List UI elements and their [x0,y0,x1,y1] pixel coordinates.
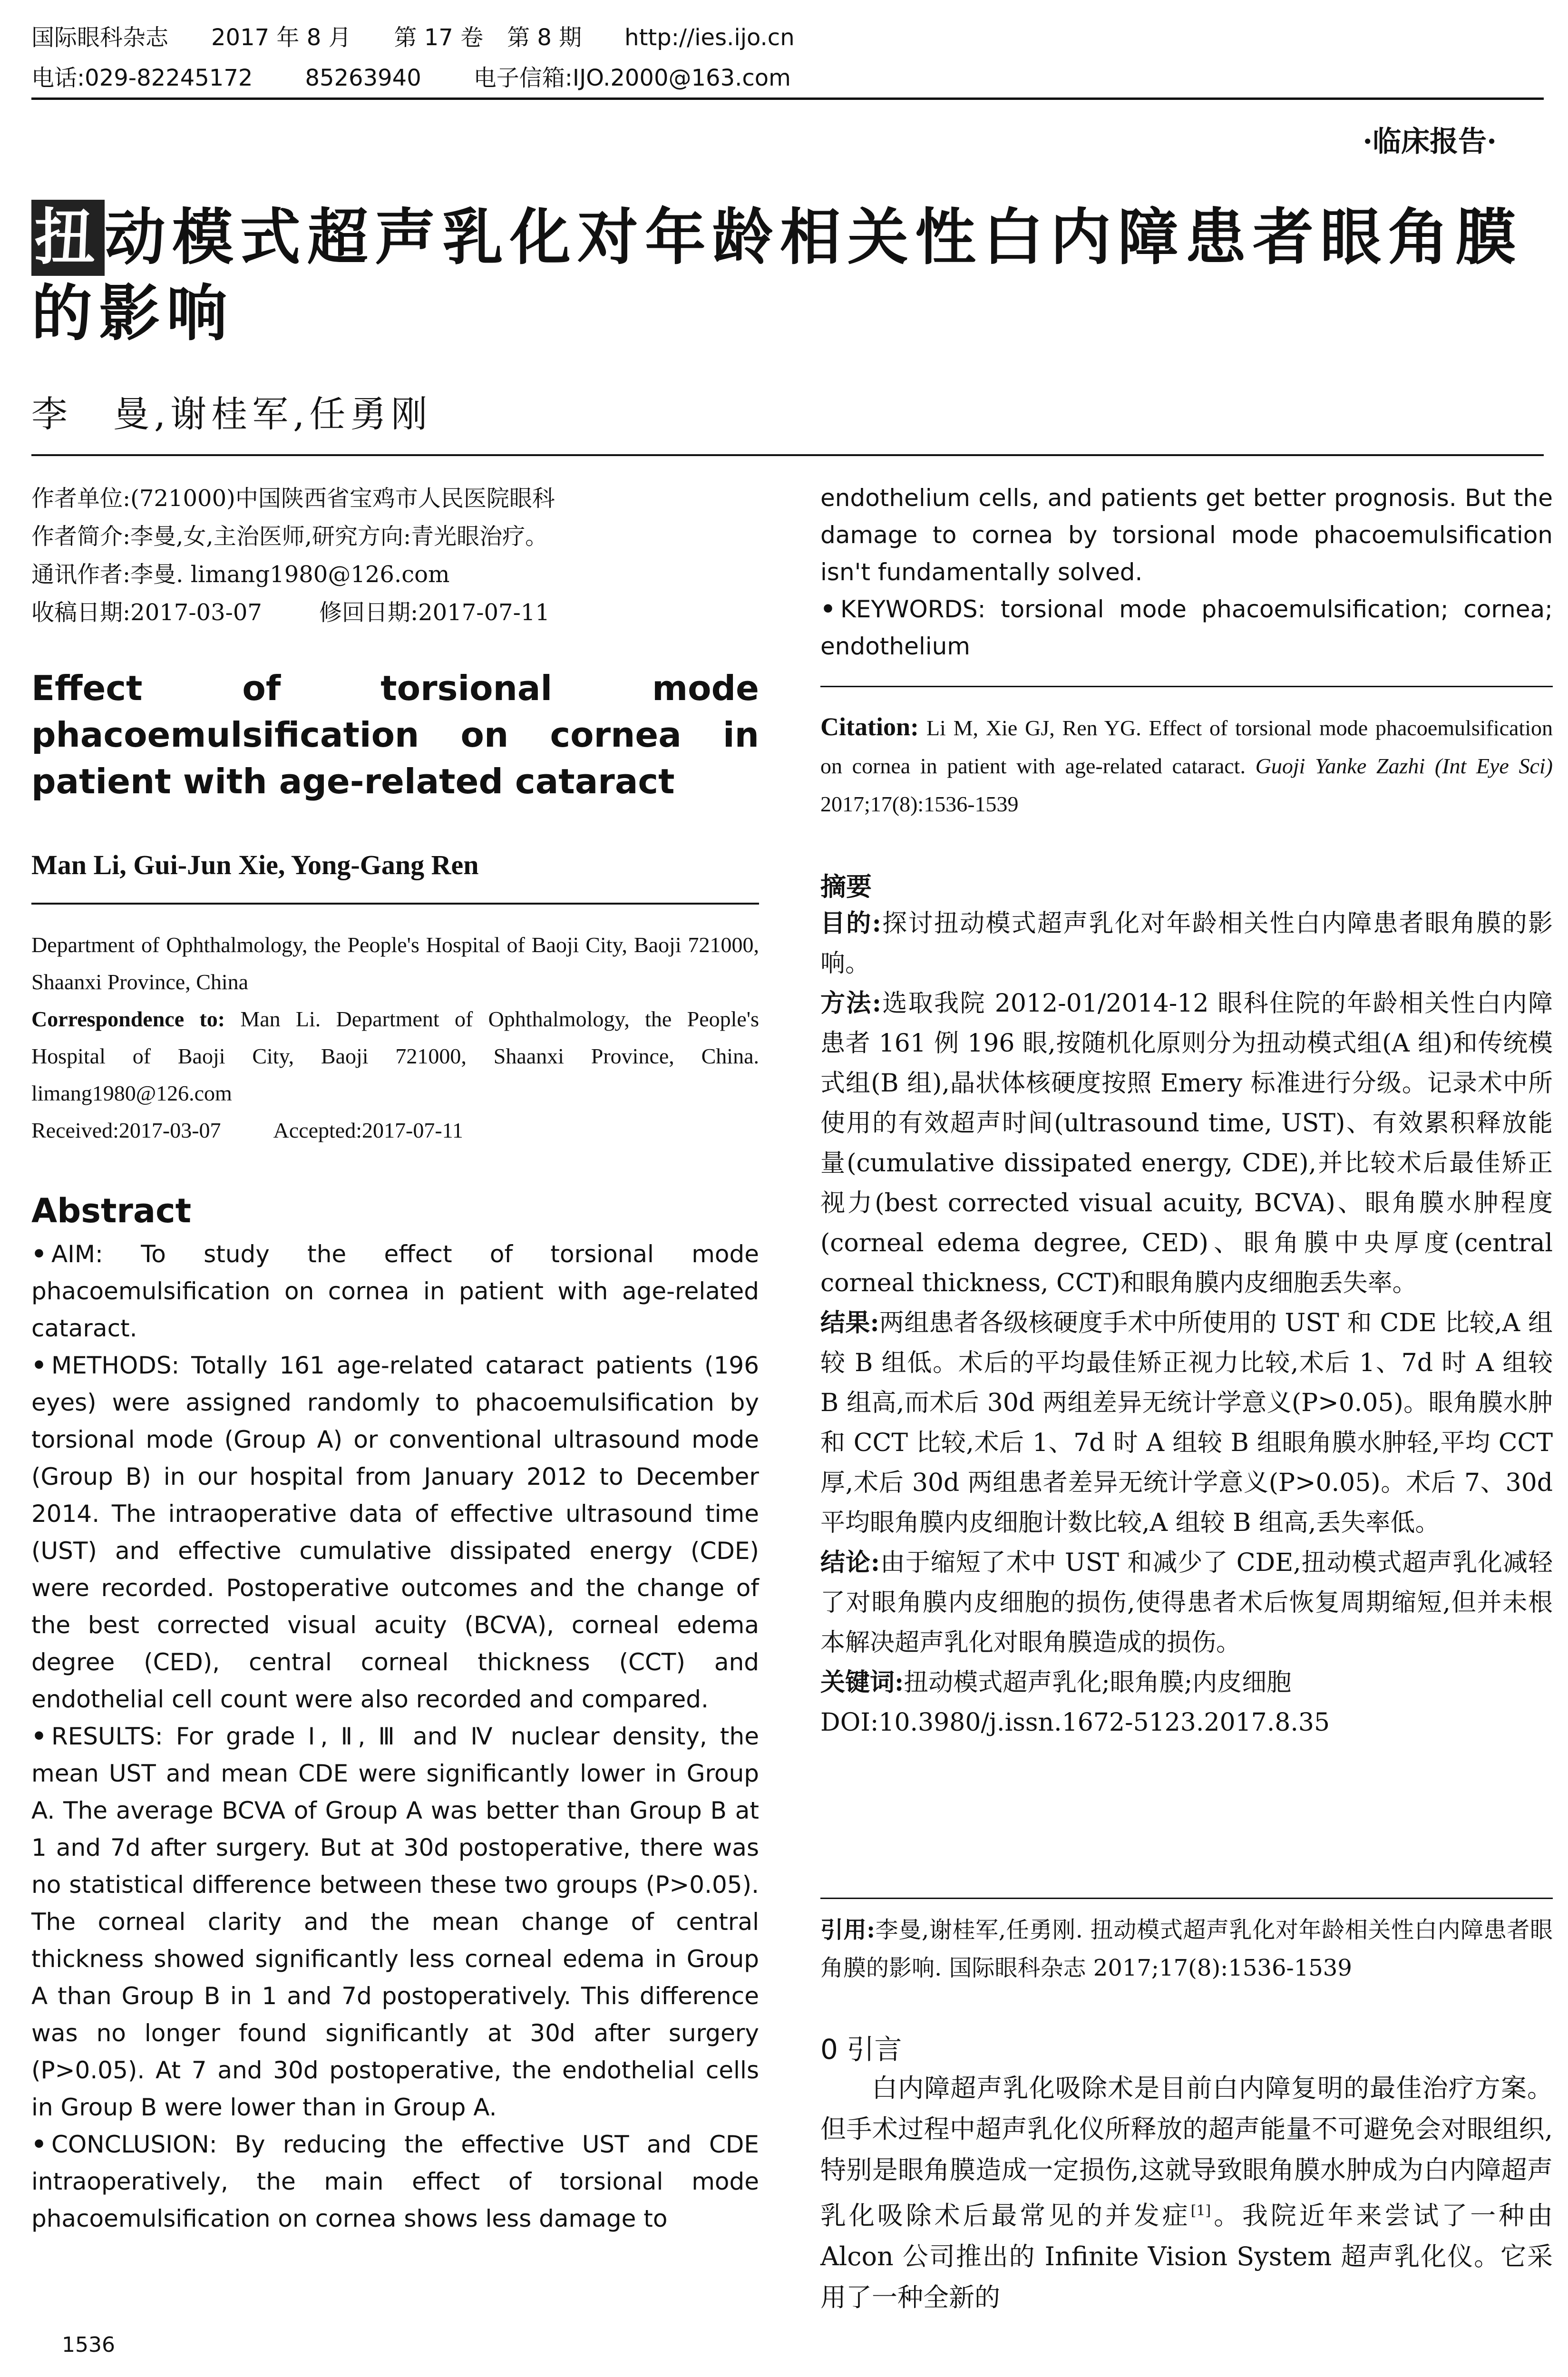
citation-details: 2017;17(8):1536-1539 [820,792,1019,816]
keywords-rule [820,686,1553,687]
volume: 第 17 卷 [394,24,484,51]
corr-text: Man Li. Department of Ophthalmology, the People's Hospital of Baoji City, Baoji 721000, Shaanxi Province, China. limang1980@126.com [31,1007,760,1105]
intro-heading: 0 引言 [820,2033,902,2065]
received-cn: 收稿日期:2017-03-07 [31,599,262,626]
revised-cn: 修回日期:2017-07-11 [319,599,550,626]
number: 第 8 期 [507,24,582,51]
cn-citation-label: 引用: [820,1917,876,1943]
author-meta-cn [31,479,759,632]
english-authors: Man Li, Gui-Jun Xie, Yong-Gang Ren [31,849,479,880]
doi-rule [820,1898,1553,1899]
cn-results: 结果:两组患者各级核硬度手术中所使用的 UST 和 CDE 比较,A 组较 B 组低。术后的平均最佳矫正视力比较,术后 1、7d 时 A 组较 B 组高,而术后 30d 两组差异无统计学意义(P>0.05)。眼角膜水肿和 CCT 比较,术后 1、7d 时 A 组较 B 组眼角膜水肿轻,平均 CCT 厚,术后 30d 两组患者差异无统计学意义(P>0.05)。术后 7、30d 平均眼角膜内皮细胞计数比较,A 组较 B 组高,丢失率低。 [820,1308,1553,1537]
cn-abstract-body [820,904,1553,1743]
doi[interactable]: DOI:10.3980/j.issn.1672-5123.2017.8.35 [820,1708,1330,1737]
intro-paragraph: 白内障超声乳化吸除术是目前白内障复明的最佳治疗方案。但手术过程中超声乳化仪所释放的超声能量不可避免会对眼组织,特别是眼角膜造成一定损伤,这就导致眼角膜水肿成为白内障超声乳化吸除术后最常见的并发症[1]。我院近年来尝试了一种由 Alcon 公司推出的 Infinite Vision System 超声乳化仪。它采用了一种全新的 [820,2073,1553,2312]
header-rule [31,97,1544,100]
title-rule [31,454,1544,456]
abstract-keywords: • KEYWORDS: torsional mode phacoemulsification; cornea; endothelium [820,595,1553,660]
eng-dates [31,1112,759,1149]
cn-abstract-heading: 摘要 [820,872,872,902]
citation-journal: Guoji Yanke Zazhi (Int Eye Sci) [1255,754,1553,778]
english-title: Effect of torsional mode phacoemulsification on cornea in patient with age-related cataract [31,668,759,801]
author-intro: 作者简介:李曼,女,主治医师,研究方向:青光眼治疗。 [31,523,548,550]
title-first-char: 扭 [31,200,105,276]
abstract-methods: • METHODS: Totally 161 age-related cataract patients (196 eyes) were assigned randomly to phacoemulsification by torsional mode (Group A) or conventional ultrasound mode (Group B) in our hospital from January 2012 to December 2014. The intraoperative data of effective ultrasound time (UST) and effective cumulative dissipated energy (CDE) were recorded. Postoperative outcomes and the change of the best corrected visual acuity (BCVA), corneal edema degree (CED), central corneal thickness (CCT) and endothelial cell count were also recorded and compared. [31,1352,759,1713]
issue-date: 2017 年 8 月 [211,24,351,51]
citation-en [820,708,1553,823]
abstract-continued [820,479,1553,665]
english-affiliation [31,926,759,1149]
received-en: Received:2017-03-07 [31,1118,221,1142]
dates-cn [31,594,759,632]
authors-rule [31,903,759,905]
abstract-body [31,1236,759,2237]
cn-methods: 方法:选取我院 2012-01/2014-12 眼科住院的年龄相关性白内障患者 161 例 196 眼,按随机化原则分为扭动模式组(A 组)和传统模式组(B 组),晶状体核硬度按照 Emery 标准进行分级。记录术中所使用的有效超声时间(ultrasound time, UST)、有效累积释放能量(cumulative dissipated energy, CDE),并比较术后最佳矫正视力(best corrected visual acuity, BCVA)、眼角膜水肿程度(corneal edema degree, CED)、眼角膜中央厚度(central corneal thickness, CCT)和眼角膜内皮细胞丢失率。 [820,989,1553,1297]
phone2: 85263940 [305,65,421,91]
journal-header-line2 [31,59,834,92]
abstract-conclusion-cont: endothelium cells, and patients get better prognosis. But the damage to cornea by torsional mode phacoemulsification isn't fundamentally solved. [820,484,1553,586]
author-unit: 作者单位:(721000)中国陕西省宝鸡市人民医院眼科 [31,485,555,512]
title-rest: 动模式超声乳化对年龄相关性白内障患者眼角膜的影响 [31,202,1523,349]
abstract-aim: • AIM: To study the effect of torsional mode phacoemulsification on cornea in patient with age-related cataract. [31,1240,759,1342]
cn-conclusion: 结论:由于缩短了术中 UST 和减少了 CDE,扭动模式超声乳化减轻了对眼角膜内皮细胞的损伤,使得患者术后恢复周期缩短,但并未根本解决超声乳化对眼角膜造成的损伤。 [820,1548,1553,1657]
journal-url[interactable]: http://ies.ijo.cn [624,24,795,51]
correspondence [31,1001,759,1112]
cn-keywords: 关键词:扭动模式超声乳化;眼角膜;内皮细胞 [820,1668,1292,1697]
cn-citation [820,1911,1553,1987]
accepted-en: Accepted:2017-07-11 [273,1118,463,1142]
journal-name: 国际眼科杂志 [31,24,169,51]
section-tag: ·临床报告· [1363,125,1497,158]
cn-aim: 目的:探讨扭动模式超声乳化对年龄相关性白内障患者眼角膜的影响。 [820,909,1553,978]
dept: Department of Ophthalmology, the People's Hospital of Baoji City, Baoji 721000, Shaanxi Province, China [31,933,759,994]
authors-cn: 李 曼,谢桂军,任勇刚 [31,393,432,435]
citation-label: Citation: [820,712,919,741]
author-corresp: 通讯作者:李曼. limang1980@126.com [31,561,450,588]
phone: 电话:029-82245172 [31,65,253,91]
abstract-conclusion: • CONCLUSION: By reducing the effective UST and CDE intraoperatively, the main effect of torsional mode phacoemulsification on cornea shows less damage to [31,2131,759,2232]
abstract-results: • RESULTS: For grade Ⅰ, Ⅱ, Ⅲ and Ⅳ nuclear density, the mean UST and mean CDE were significantly lower in Group A. The average BCVA of Group A was better than Group B at 1 and 7d after surgery. But at 30d postoperative, there was no statistical difference between these two groups (P>0.05). The corneal clarity and the mean change of central thickness showed significantly less corneal edema in Group A than Group B in 1 and 7d postoperatively. This difference was no longer found significantly at 30d after surgery (P>0.05). At 7 and 30d postoperative, the endothelial cells in Group B were lower than in Group A. [31,1723,759,2121]
abstract-heading: Abstract [31,1191,192,1230]
article-title [31,200,1544,352]
citation-text: Li M, Xie GJ, Ren YG. Effect of torsional mode phacoemulsification on cornea in patient with age-related cataract. [820,716,1553,778]
corr-label: Correspondence to: [31,1007,225,1031]
cn-citation-text: 李曼,谢桂军,任勇刚. 扭动模式超声乳化对年龄相关性白内障患者眼角膜的影响. 国际眼科杂志 2017;17(8):1536-1539 [820,1917,1553,1981]
ref-1[interactable]: [1] [1190,2202,1211,2219]
email[interactable]: 电子信箱:IJO.2000@163.com [473,65,791,91]
journal-header-line1 [31,19,838,52]
page-number: 1536 [62,2333,115,2357]
intro-body [820,2068,1553,2318]
